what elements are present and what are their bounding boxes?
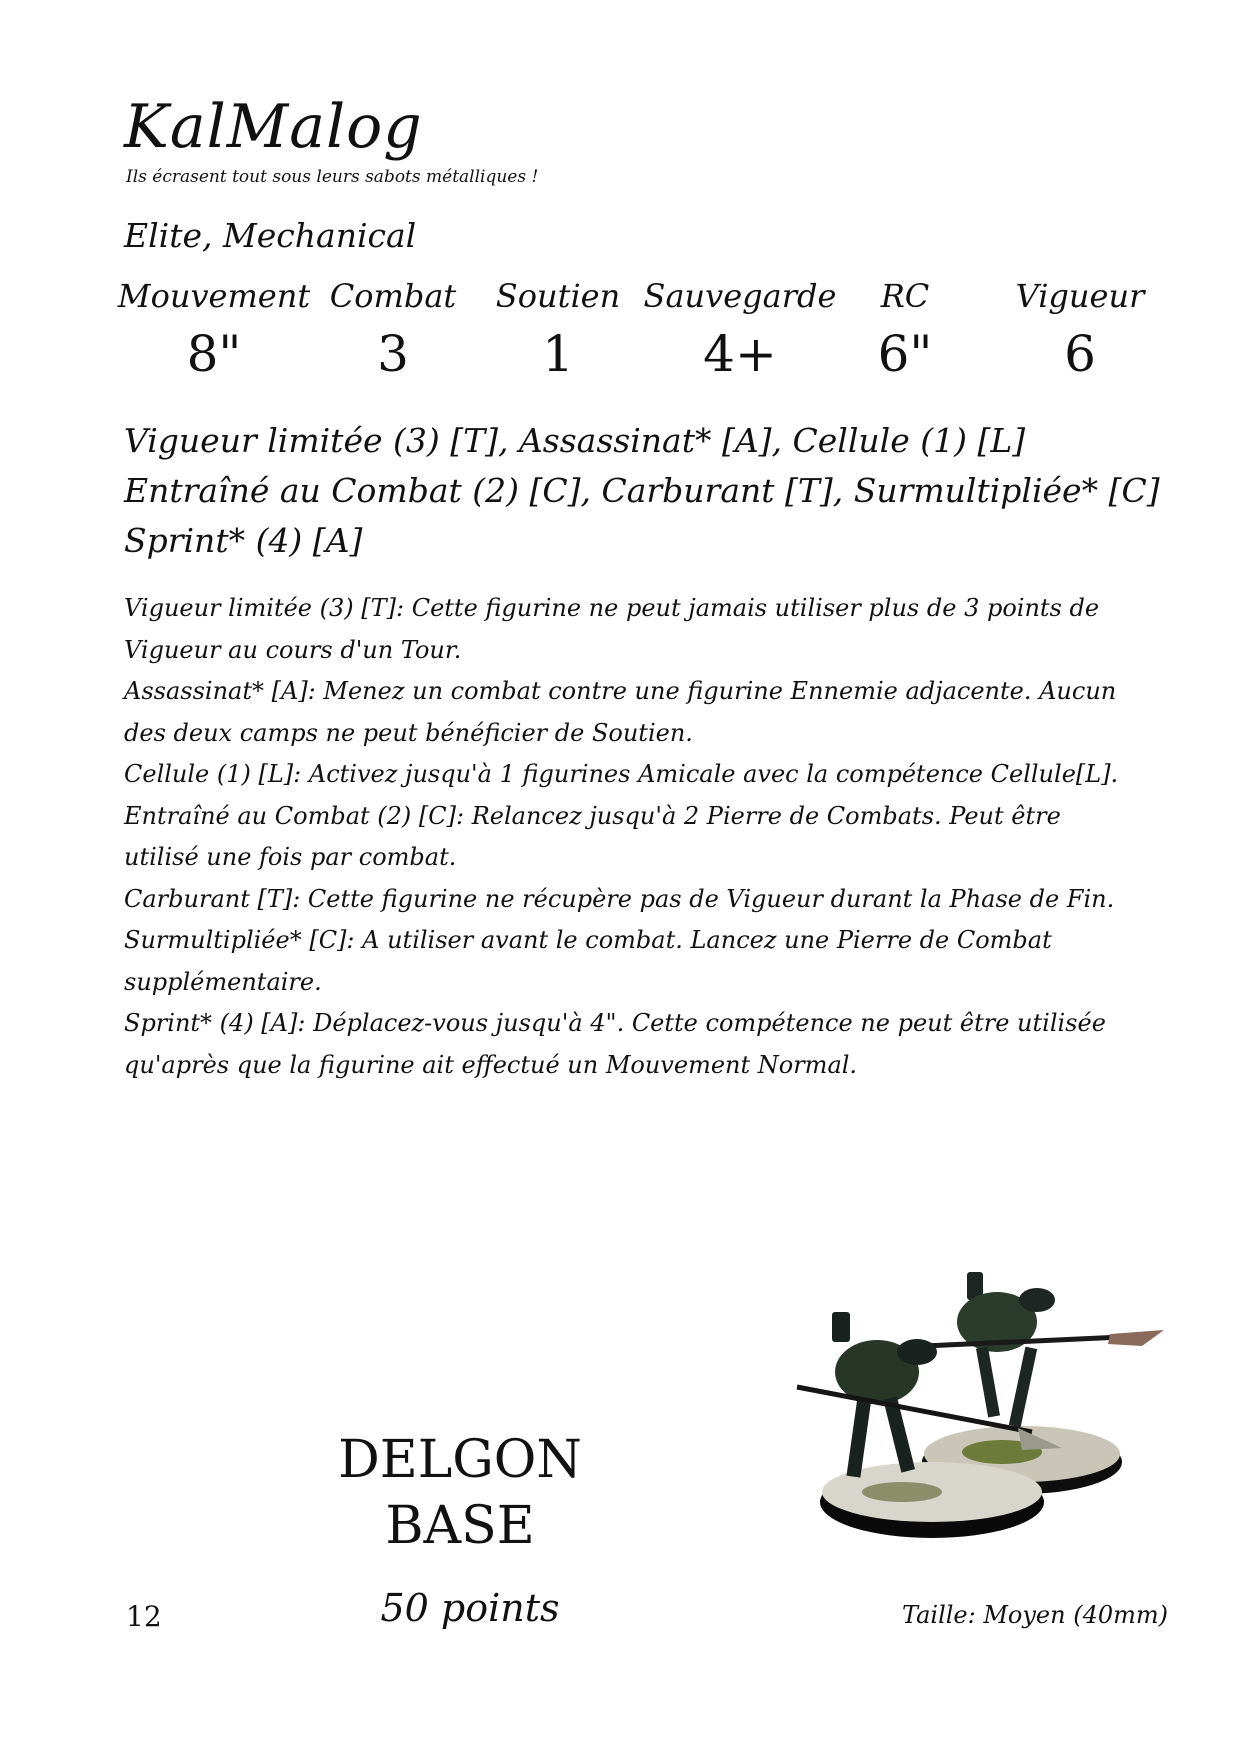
ability-description: Sprint* (4) [A]: Déplacez-vous jusqu'à 4". Cette compétence ne peut être utilisée qu'après que la figurine ait effectué un Mouvement Normal. [124, 1009, 1106, 1079]
ability-description: Cellule (1) [L]: Activez jusqu'à 1 figurines Amicale avec la compétence Cellule[L]. [124, 760, 1119, 788]
stat-soutien [486, 276, 630, 384]
unit-type: BASE [385, 1496, 535, 1556]
stat-value: 4+ [703, 325, 777, 383]
stat-label: Sauvegarde [643, 277, 837, 315]
unit-tagline: Ils écrasent tout sous leurs sabots métalliques ! [126, 167, 539, 187]
miniature-photo [792, 1252, 1172, 1552]
stat-sauvegarde [640, 276, 840, 384]
unit-keywords: Elite, Mechanical [124, 216, 417, 255]
abilities-summary-line: Sprint* (4) [A] [124, 521, 363, 560]
stat-label: Combat [329, 277, 457, 315]
stat-mouvement [116, 276, 312, 384]
ability-description: Carburant [T]: Cette figurine ne récupère pas de Vigueur durant la Phase de Fin. [124, 884, 1115, 913]
faction-name: DELGON [338, 1430, 582, 1490]
abilities-summary [124, 416, 1160, 566]
page-number: 12 [126, 1600, 162, 1633]
unit-name: KalMalog [124, 92, 423, 162]
ability-description: Assassinat* [A]: Menez un combat contre une figurine Ennemie adjacente. Aucun des deux camps ne peut bénéficier de Soutien. [124, 677, 1117, 747]
stat-combat [318, 276, 468, 384]
stat-value: 6" [877, 325, 933, 383]
points-cost: 50 points [380, 1586, 560, 1630]
abilities-summary-line: Entraîné au Combat (2) [C], Carburant [T], Surmultipliée* [C] [124, 471, 1160, 510]
stat-rc [850, 276, 960, 384]
stat-vigueur [1000, 276, 1160, 384]
ability-description: Surmultipliée* [C]: A utiliser avant le combat. Lancez une Pierre de Combat supplémentaire. [124, 926, 1052, 996]
base-size: Taille: Moyen (40mm) [901, 1601, 1168, 1629]
stat-value: 8" [186, 325, 242, 383]
stat-label: Soutien [495, 277, 621, 315]
stat-value: 1 [542, 325, 574, 383]
stat-label: Vigueur [1015, 277, 1145, 315]
ability-description: Vigueur limitée (3) [T]: Cette figurine ne peut jamais utiliser plus de 3 points de Vigueur au cours d'un Tour. [124, 594, 1100, 664]
stat-value: 6 [1064, 325, 1096, 383]
ability-description: Entraîné au Combat (2) [C]: Relancez jusqu'à 2 Pierre de Combats. Peut être utilisé une fois par combat. [124, 801, 1061, 871]
abilities-summary-line: Vigueur limitée (3) [T], Assassinat* [A], Cellule (1) [L] [124, 421, 1026, 460]
stat-value: 3 [377, 325, 409, 383]
abilities-detail [124, 588, 1124, 1086]
stat-label: RC [880, 277, 930, 315]
stat-label: Mouvement [117, 277, 311, 315]
